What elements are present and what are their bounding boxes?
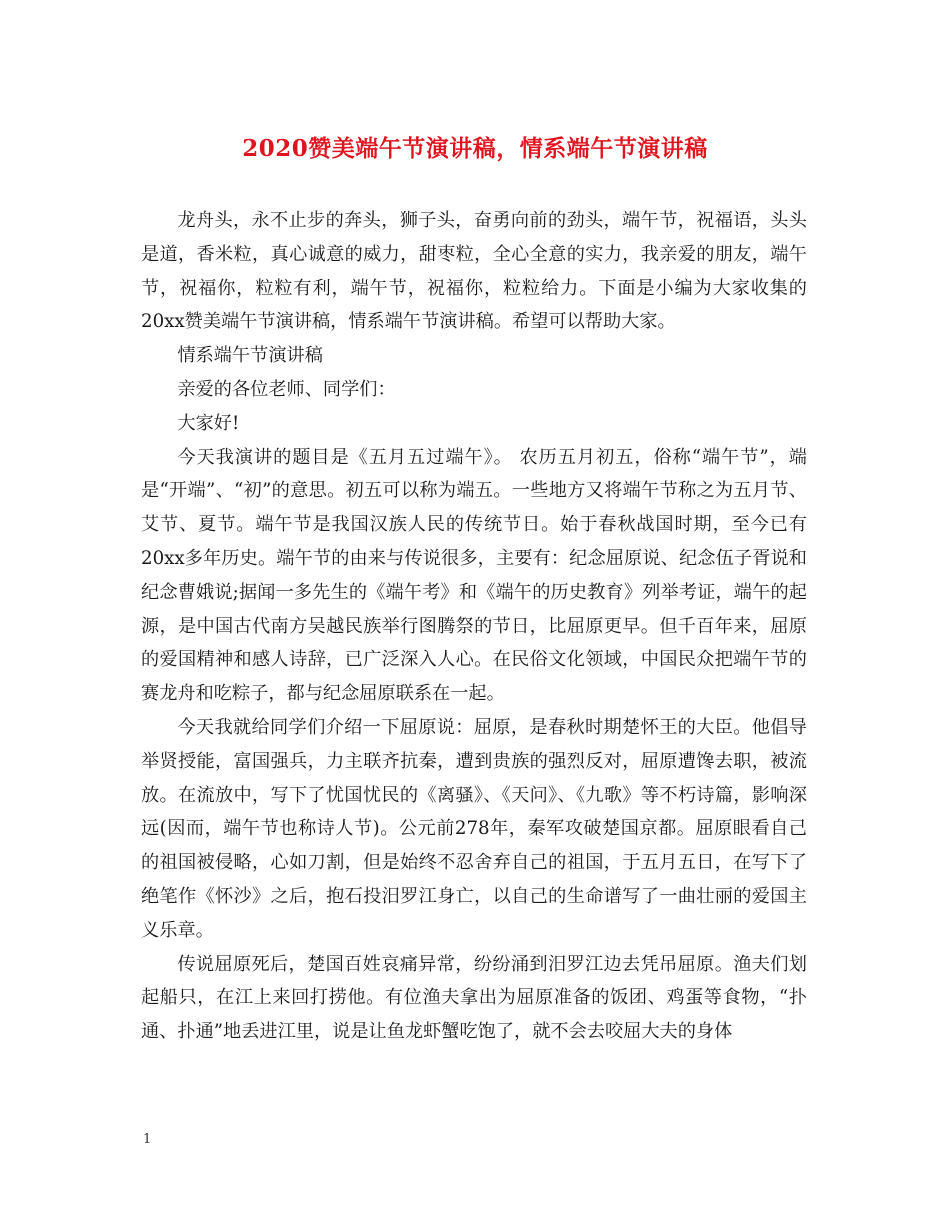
document-body: [141, 204, 807, 1049]
page-number: 1: [143, 1132, 152, 1147]
paragraph-greeting: 大家好!: [177, 412, 240, 434]
paragraph-intro: 龙舟头，永不止步的奔头，狮子头，奋勇向前的劲头，端午节，祝福语，头头是道，香米粒，真心诚意的威力，甜枣粒，全心全意的实力，我亲爱的朋友，端午节，祝福你，粒粒有利，端午节，祝福你，粒粒给力。下面是小编为大家收集的20xx赞美端午节演讲稿，情系端午节演讲稿。希望可以帮助大家。: [141, 210, 807, 333]
paragraph-legend: 传说屈原死后，楚国百姓哀痛异常，纷纷涌到汨罗江边去凭吊屈原。渔夫们划起船只，在江上来回打捞他。有位渔夫拿出为屈原准备的饭团、鸡蛋等食物，“扑通、扑通”地丢进江里，说是让鱼龙虾蟹吃饱了，就不会去咬屈大夫的身体: [141, 953, 807, 1043]
paragraph-salutation: 亲爱的各位老师、同学们：: [177, 378, 396, 400]
document-title: 2020赞美端午节演讲稿，情系端午节演讲稿: [242, 135, 708, 162]
paragraph-heading: 情系端午节演讲稿: [177, 345, 323, 367]
paragraph-qu-yuan: 今天我就给同学们介绍一下屈原说：屈原，是春秋时期楚怀王的大臣。他倡导举贤授能，富国强兵，力主联齐抗秦，遭到贵族的强烈反对，屈原遭馋去职，被流放。在流放中，写下了忧国忧民的《离骚》、《天问》、《九歌》等不朽诗篇，影响深远(因而，端午节也称诗人节)。公元前278年，秦军攻破楚国京都。屈原眼看自己的祖国被侵略，心如刀割，但是始终不忍舍弃自己的祖国，于五月五日，在写下了绝笔作《怀沙》之后，抱石投汨罗江身亡，以自己的生命谱写了一曲壮丽的爱国主义乐章。: [141, 716, 807, 941]
paragraph-topic: 今天我演讲的题目是《五月五过端午》。 农历五月初五，俗称“端午节”，端是“开端”、“初”的意思。初五可以称为端五。一些地方又将端午节称之为五月节、艾节、夏节。端午节是我国汉族人民的传统节日。始于春秋战国时期，至今已有20xx多年历史。端午节的由来与传说很多，主要有：纪念屈原说、纪念伍子胥说和纪念曹娥说;据闻一多先生的《端午考》和《端午的历史教育》列举考证，端午的起源，是中国古代南方吴越民族举行图腾祭的节日，比屈原更早。但千百年来，屈原的爱国精神和感人诗辞，已广泛深入人心。在民俗文化领域，中国民众把端午节的赛龙舟和吃粽子，都与纪念屈原联系在一起。: [141, 446, 807, 705]
